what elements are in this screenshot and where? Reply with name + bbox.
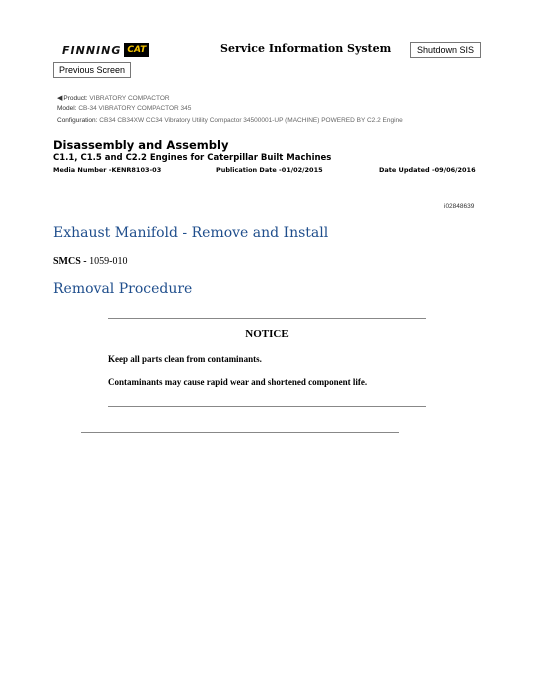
configuration-line xyxy=(57,117,403,124)
model-line xyxy=(57,105,191,112)
shutdown-sis-button[interactable]: Shutdown SIS xyxy=(410,42,481,58)
content-divider xyxy=(81,432,399,433)
product-line xyxy=(57,94,170,102)
media-number: Media Number -KENR8103-03 xyxy=(53,166,162,174)
smcs-label: SMCS - xyxy=(53,256,87,267)
app-title: Service Information System xyxy=(220,42,392,55)
document-title: Disassembly and Assembly xyxy=(53,138,229,152)
date-updated: Date Updated -09/06/2016 xyxy=(379,166,476,174)
notice-top-rule xyxy=(108,318,426,319)
notice-line-1: Keep all parts clean from contaminants. xyxy=(108,354,262,364)
notice-line-2: Contaminants may cause rapid wear and shortened component life. xyxy=(108,377,368,387)
configuration-label: Configuration: xyxy=(57,117,98,124)
product-value: VIBRATORY COMPACTOR xyxy=(89,95,170,102)
section-heading: Removal Procedure xyxy=(53,281,193,297)
finning-logo-text: FINNING xyxy=(62,43,122,57)
model-label: Model: xyxy=(57,105,77,112)
product-label: Product: xyxy=(63,95,88,102)
smcs-value: 1059-010 xyxy=(89,256,128,267)
publication-date: Publication Date -01/02/2015 xyxy=(216,166,323,174)
cat-logo-mark: CAT xyxy=(124,43,149,57)
document-subtitle: C1.1, C1.5 and C2.2 Engines for Caterpillar Built Machines xyxy=(53,153,332,163)
configuration-value: CB34 CB34XW CC34 Vibratory Utility Compactor 34500001-UP (MACHINE) POWERED BY C2.2 Engine xyxy=(99,117,403,124)
page-heading: Exhaust Manifold - Remove and Install xyxy=(53,225,329,241)
notice-bottom-rule xyxy=(108,406,426,407)
document-id: i02848639 xyxy=(444,203,475,210)
back-arrow-icon[interactable]: ◀ xyxy=(57,95,63,102)
smcs-code xyxy=(53,256,127,267)
model-value: CB-34 VIBRATORY COMPACTOR 345 xyxy=(78,105,192,112)
previous-screen-button[interactable]: Previous Screen xyxy=(53,62,131,78)
finning-cat-logo xyxy=(62,43,149,57)
notice-title: NOTICE xyxy=(245,328,289,340)
